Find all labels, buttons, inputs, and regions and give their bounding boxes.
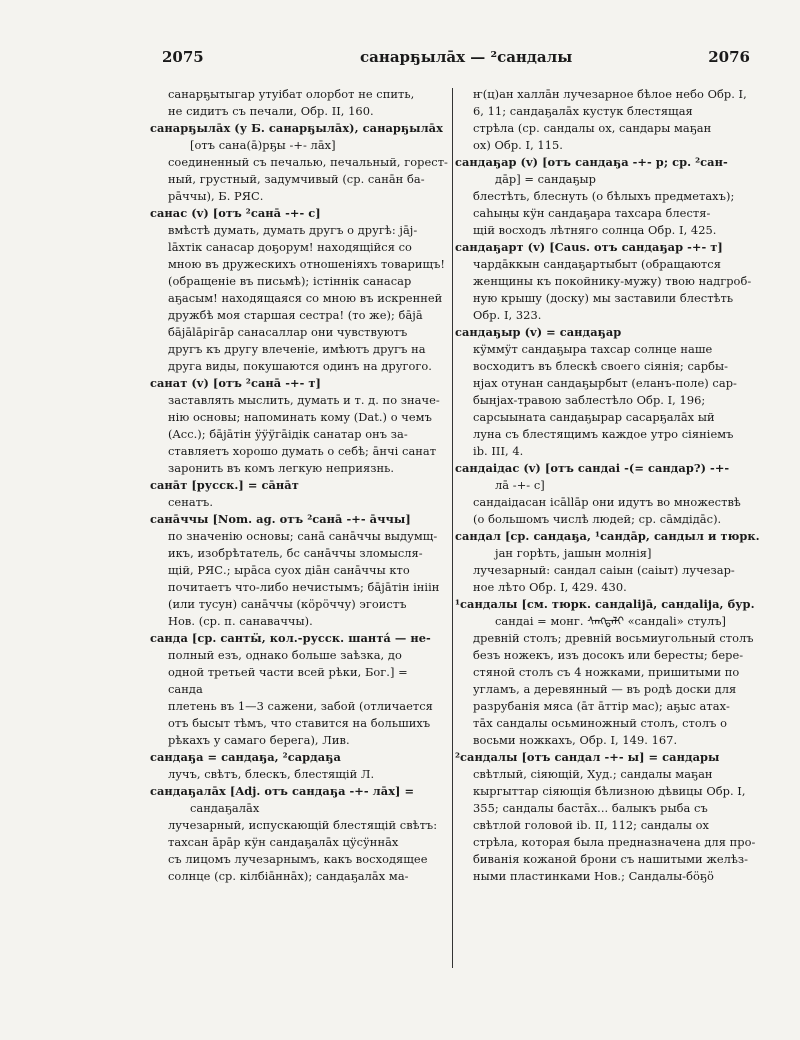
text-line: лучезарный: сандал саіын (саіыт) лучезар- (473, 563, 735, 577)
column-divider (452, 88, 453, 968)
text-line: плетень въ 1—3 сажени, забой (отличается (168, 699, 433, 713)
text-line: сандаҕар (v) [отъ сандаҕа -+- р; ср. ²сан- (455, 155, 728, 169)
text-line: сандаiдас (v) [отъ сандаi -(= сандар?) -+- (455, 461, 730, 475)
text-line: санāт [русск.] = сāнāт (150, 478, 299, 492)
text-line: друга виды, покушаются одинъ на другого. (168, 359, 432, 373)
text-line: сарсыыната сандаҕырар сасарҕалāх ый (473, 410, 715, 424)
text-line: лā -+- с] (495, 478, 545, 492)
text-line: женщины къ покойнику-мужу) твою надгроб- (473, 274, 752, 288)
text-line: 6, 11; сандаҕалāх кустук блестящая (473, 104, 693, 118)
text-line: полный езъ, однако больше заѣзка, до (168, 648, 402, 662)
left-column (150, 86, 450, 971)
text-line: нію основы; напоминать кому (Dat.) о чемъ (168, 410, 432, 424)
text-line: lāxтiк санасар доҕорум! находящійся со (168, 240, 412, 254)
text-line: стрѣла, которая была предназначена для про- (473, 835, 756, 849)
text-line: сенатъ. (168, 495, 214, 509)
text-line: стрѣла (ср. сандалы ох, сандары маҕан (473, 121, 712, 135)
text-line: санат (v) [отъ ²санā -+- т] (150, 376, 321, 390)
text-line: аҕасым! находящаяся со мною въ искренней (168, 291, 443, 305)
text-line: ными пластинками Нов.; Сандалы-бӧҕӧ (473, 869, 714, 883)
text-line: рѣкахъ у самаго берега), Лив. (168, 733, 350, 747)
text-line: восьми ножкахъ, Обр. I, 149. 167. (473, 733, 678, 747)
text-line: сандаҕалāх (190, 801, 260, 815)
text-line: отъ бысыт тѣмъ, что ставится на большихъ (168, 716, 431, 730)
text-line: кӱммӱт сандаҕыра тахсар солнце наше (473, 342, 713, 356)
page-number-right: 2076 (708, 48, 750, 66)
text-line: (о большомъ числѣ людей; ср. сāмдiдāс). (473, 512, 722, 526)
text-line: саһыңы кӱн сандаҕара тахсара блестя- (473, 206, 711, 220)
text-line: рāччы), Б. РЯС. (168, 189, 264, 203)
text-line: санāччы [Nom. ag. отъ ²санā -+- āччы] (150, 512, 411, 526)
text-line: лучъ, свѣтъ, блескъ, блестящій Л. (168, 767, 375, 781)
text-line: сандаҕа = сандаҕа, ²сардаҕа (150, 750, 341, 764)
text-line: јан горѣть, јашын молнія] (495, 546, 652, 560)
text-line: почитаетъ что-либо нечистымъ; бāјāтiн iнiiн (168, 580, 440, 594)
text-line: соединенный съ печалью, печальный, горест- (168, 155, 448, 169)
text-line: свѣтлый, сіяющій, Худ.; сандалы маҕан (473, 767, 713, 781)
text-line: сандаҕалāх [Adj. отъ сандаҕа -+- лāх] = (150, 784, 415, 798)
text-line: щій восходъ лѣтняго солнца Обр. I, 425. (473, 223, 717, 237)
text-line: сандаҕыр (v) = сандаҕар (455, 325, 622, 339)
text-line: стяной столъ съ 4 ножками, пришитыми по (473, 665, 740, 679)
text-line: дāр] = сандаҕыр (495, 172, 596, 186)
text-line: вмѣстѣ думать, думать другъ о другѣ: јāј- (168, 223, 418, 237)
text-line: санарҕытыгар утуібат олорбот не спить, (168, 87, 415, 101)
right-column (455, 86, 785, 971)
text-line: Нов. (ср. п. санаваччы). (168, 614, 313, 628)
page-number-left: 2075 (162, 48, 204, 66)
page-header (150, 40, 770, 70)
text-line: съ лицомъ лучезарнымъ, какъ восходящее (168, 852, 428, 866)
text-line: ный, грустный, задумчивый (ср. санāн ба- (168, 172, 425, 186)
text-line: бāјālāрiгāр санасаллар они чувствуютъ (168, 325, 408, 339)
text-line: тахсан āрāр кӱн сандаҕалāх цӱсӱннāх (168, 835, 399, 849)
text-line: заронить въ комъ легкую неприязнь. (168, 461, 395, 475)
text-line: тāх сандалы осьминожный столъ, столъ о (473, 716, 727, 730)
text-line: кыргыттар сіяющія бѣлизною дѣвицы Обр. I, (473, 784, 746, 798)
text-line: сандал [ср. сандаҕа, ¹сандāр, сандыл и тюрк. (455, 529, 760, 543)
text-line: луна съ блестящимъ каждое утро сіяніемъ (473, 427, 734, 441)
text-line: санда [ср. сантӹ, кол.-русск. шантá — не- (150, 631, 431, 645)
text-line: санда (168, 682, 203, 696)
text-line: не сидитъ съ печали, Обр. II, 160. (168, 104, 374, 118)
text-line: разрубанія мяса (āт āттiр мас); аҕыс атах- (473, 699, 730, 713)
running-title: санарҕылāх — ²сандалы (360, 48, 573, 66)
text-line: (обращеніе въ письмѣ); iстiннiк санасар (168, 274, 412, 288)
text-line: по значенію основы; санā санāччы выдумщ- (168, 529, 438, 543)
text-line: ставляетъ хорошо думать о себѣ; āнчi санат (168, 444, 437, 458)
text-line: мною въ дружескихъ отношеніяхъ товарищъ! (168, 257, 446, 271)
text-line: восходитъ въ блескѣ своего сіянія; сарбы- (473, 359, 729, 373)
text-line: икъ, изобрѣтатель, бс санāччы зломысля- (168, 546, 423, 560)
text-line: ное лѣто Обр. I, 429. 430. (473, 580, 627, 594)
text-line: ҥ(ц)ан халлāн лучезарное бѣлое небо Обр. I, (473, 87, 747, 101)
text-line: другъ къ другу влеченіе, имѣютъ другъ на (168, 342, 426, 356)
text-line: сандаi = монг. ᠰᠠᠩᠳᠠᠯᠢ «сандаli» стулъ] (495, 614, 727, 628)
text-line: блестѣть, блеснуть (о бѣлыхъ предметахъ); (473, 189, 735, 203)
text-line: сандаҕарт (v) [Caus. отъ сандаҕар -+- т] (455, 240, 723, 254)
text-line: ную крышу (доску) мы заставили блестѣть (473, 291, 734, 305)
text-line: санас (v) [отъ ²санā -+- с] (150, 206, 321, 220)
text-line: сандаiдасан iсāllāр они идутъ во множествѣ (473, 495, 741, 509)
text-line: безъ ножекъ, изъ досокъ или бересты; бере- (473, 648, 744, 662)
text-line: (Acc.); бāјāтiн ӱӱӱгāiдiк санатар онъ за- (168, 427, 408, 441)
text-line: ох) Обр. I, 115. (473, 138, 563, 152)
text-line: заставлять мыслить, думать и т. д. по значе- (168, 393, 440, 407)
text-line: угламъ, а деревянный — въ родѣ доски для (473, 682, 737, 696)
text-line: [отъ сана(ā)рҕы -+- лāх] (190, 138, 336, 152)
text-line: нјах отунан сандаҕырбыт (еланъ-поле) сар- (473, 376, 737, 390)
text-line: ²сандалы [отъ сандал -+- ы] = сандары (455, 750, 720, 764)
text-line: лучезарный, испускающій блестящій свѣтъ: (168, 818, 438, 832)
text-line: ib. III, 4. (473, 444, 524, 458)
text-line: Обр. I, 323. (473, 308, 542, 322)
text-line: ¹сандалы [см. тюрк. сандаliјā, сандаliја, бур. (455, 597, 755, 611)
text-line: (или тусун) санāччы (кӧрӧччу) эгоистъ (168, 597, 407, 611)
text-line: 355; сандалы бастāх... балыкъ рыба съ (473, 801, 708, 815)
text-line: свѣтлой головой ib. II, 112; сандалы ох (473, 818, 710, 832)
text-line: дружбѣ моя старшая сестра! (то же); бāјā (168, 308, 423, 322)
text-line: древній столъ; древній восьмиугольный столъ (473, 631, 754, 645)
text-line: санарҕылāх (у Б. санарҕылāх), санарҕылāх (150, 121, 443, 135)
text-line: солнце (ср. кiлбiāннāх); сандаҕалāх ма- (168, 869, 409, 883)
text-line: биванія кожаной брони съ нашитыми желѣз- (473, 852, 749, 866)
text-line: щій, РЯС.; ырāса суох дiāн санāччы кто (168, 563, 410, 577)
text-line: бынјах-травою заблестѣло Обр. I, 196; (473, 393, 706, 407)
text-line: одной третьей части всей рѣки, Бог.] = (168, 665, 408, 679)
text-line: чардāккын сандаҕартыбыт (обращаются (473, 257, 721, 271)
